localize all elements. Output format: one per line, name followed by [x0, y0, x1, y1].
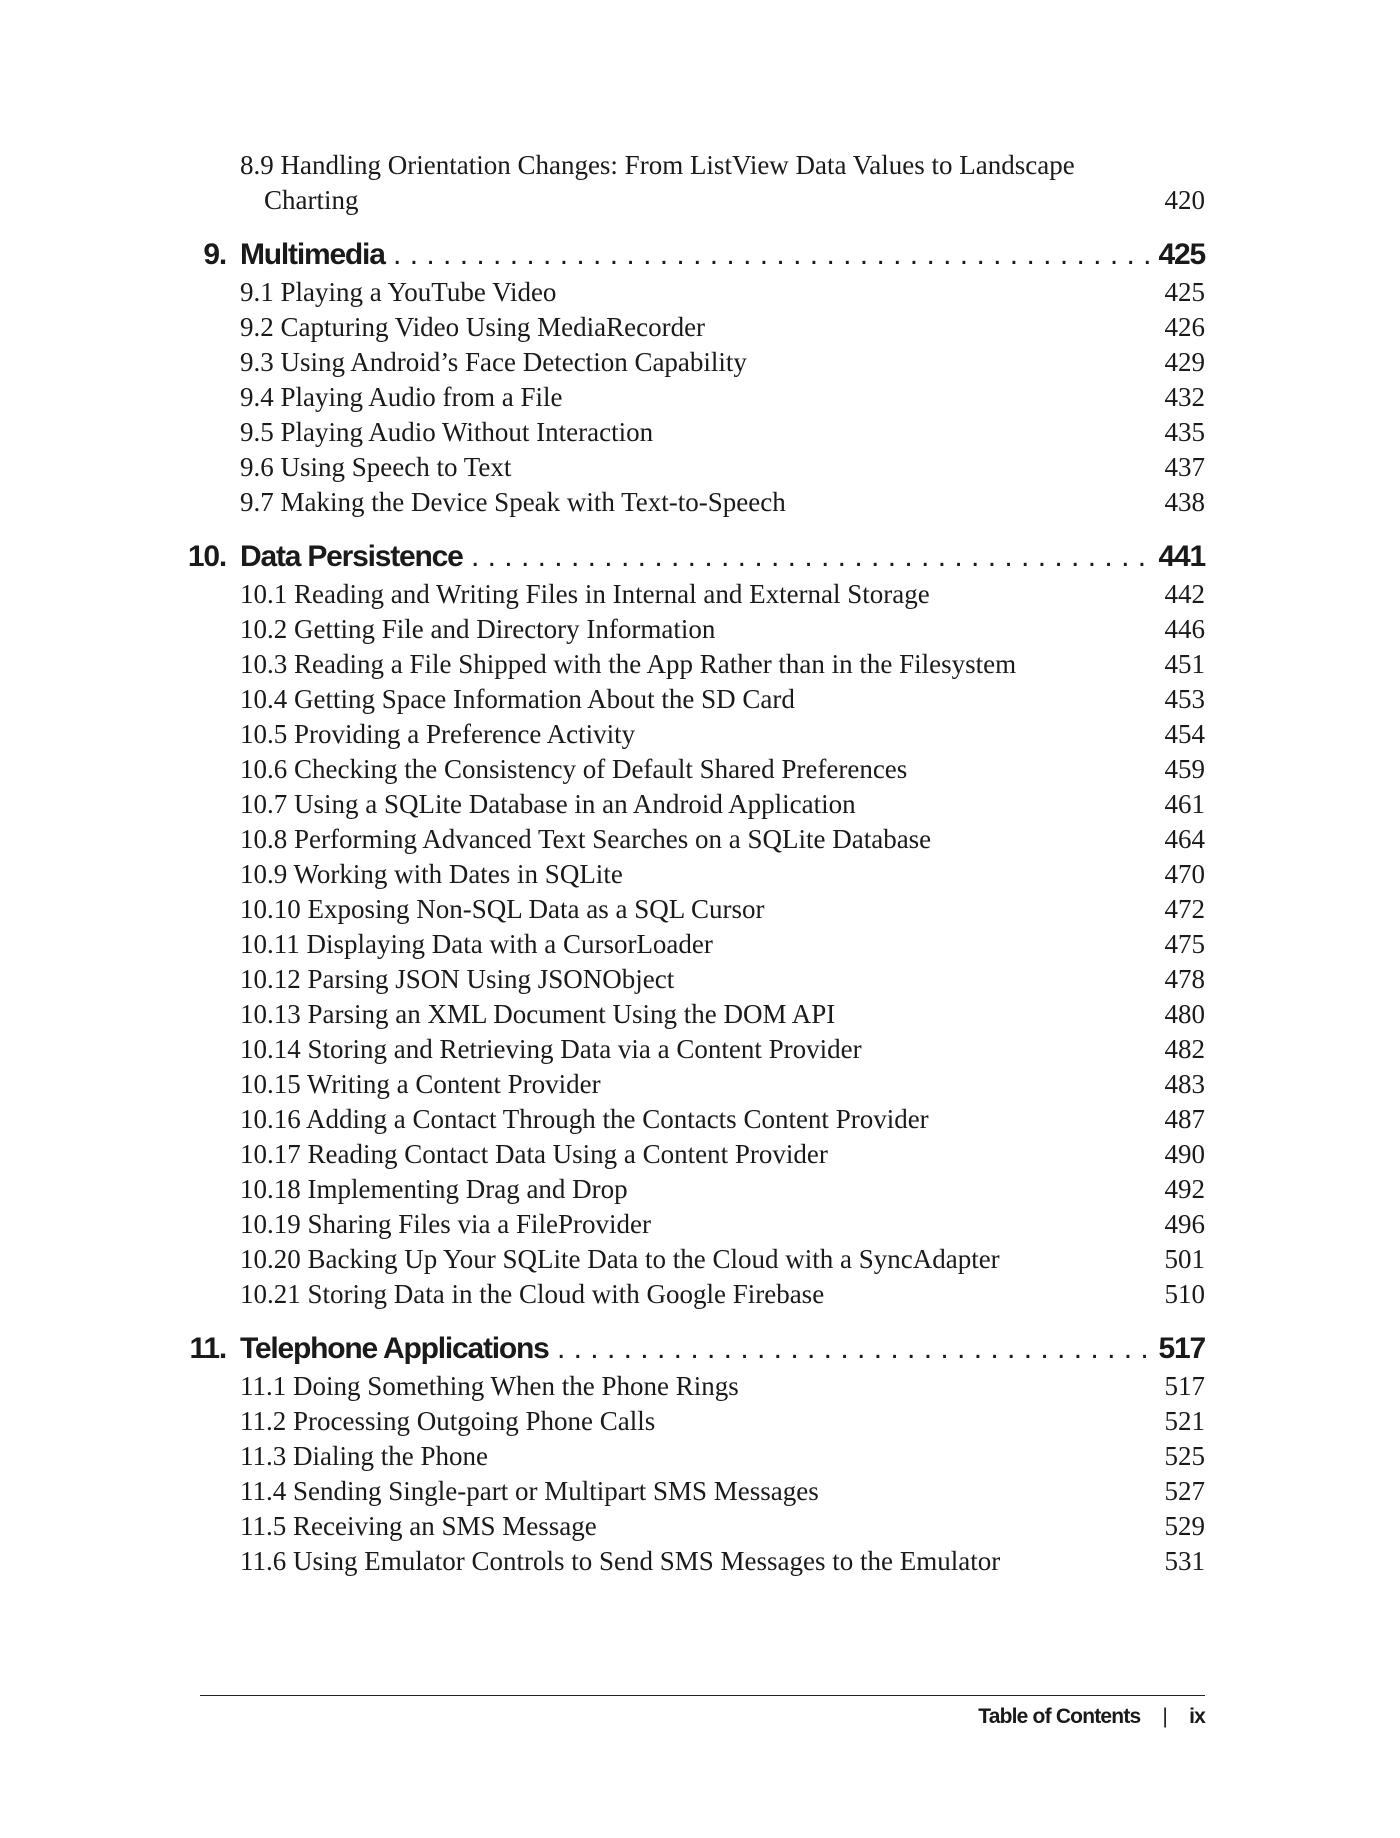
page-footer	[900, 1702, 1205, 1732]
section-page: 459	[1164, 754, 1205, 784]
section-entry	[0, 822, 1400, 857]
section-page: 442	[1164, 579, 1205, 609]
section-page: 461	[1164, 789, 1205, 819]
section-title: 11.3 Dialing the Phone	[240, 1441, 488, 1471]
chapter-entry	[0, 235, 1400, 275]
section-entry	[0, 450, 1400, 485]
section-title: 10.8 Performing Advanced Text Searches on a SQLite Database	[240, 824, 932, 854]
chapter-number: 9.	[203, 238, 226, 271]
section-title: 10.3 Reading a File Shipped with the App Rather than in the Filesystem	[240, 649, 1017, 679]
section-entry	[0, 1032, 1400, 1067]
section-page: 446	[1164, 614, 1205, 644]
section-page: 426	[1164, 312, 1205, 342]
section-entry	[0, 1439, 1400, 1474]
section-title: 10.5 Providing a Preference Activity	[240, 719, 636, 749]
section-page: 496	[1164, 1209, 1205, 1239]
section-page: 438	[1164, 487, 1205, 517]
section-page: 435	[1164, 417, 1205, 447]
chapter-title: Data Persistence . . .	[240, 537, 1150, 577]
section-page: 521	[1164, 1406, 1205, 1436]
section-title: 8.9 Handling Orientation Changes: From ListView Data Values to Landscape	[240, 150, 1075, 180]
section-title: 9.5 Playing Audio Without Interaction	[240, 417, 654, 447]
section-title: 10.9 Working with Dates in SQLite	[240, 859, 623, 889]
section-page: 492	[1164, 1174, 1205, 1204]
section-title: 10.15 Writing a Content Provider	[240, 1069, 601, 1099]
section-entry	[0, 1137, 1400, 1172]
section-title: 10.10 Exposing Non-SQL Data as a SQL Cursor	[240, 894, 765, 924]
section-entry	[0, 857, 1400, 892]
section-entry	[0, 345, 1400, 380]
section-title: 10.18 Implementing Drag and Drop	[240, 1174, 628, 1204]
section-page: 420	[1164, 185, 1205, 215]
section-entry	[0, 275, 1400, 310]
section-page: 525	[1164, 1441, 1205, 1471]
chapter-entry	[0, 537, 1400, 577]
section-page: 429	[1164, 347, 1205, 377]
footer-section-title: Table of Contents	[978, 1705, 1141, 1728]
section-entry	[0, 997, 1400, 1032]
section-entry	[0, 1369, 1400, 1404]
section-entry	[0, 577, 1400, 612]
footer-page-number: ix	[1189, 1705, 1205, 1728]
section-title: 11.2 Processing Outgoing Phone Calls	[240, 1406, 656, 1436]
section-page: 475	[1164, 929, 1205, 959]
section-entry	[0, 717, 1400, 752]
section-title: 10.11 Displaying Data with a CursorLoader	[240, 929, 713, 959]
section-title: 10.12 Parsing JSON Using JSONObject	[240, 964, 675, 994]
section-title: 11.1 Doing Something When the Phone Rings	[240, 1371, 739, 1401]
section-title: 9.4 Playing Audio from a File	[240, 382, 563, 412]
section-entry	[0, 1277, 1400, 1312]
section-entry	[0, 415, 1400, 450]
section-title: 11.5 Receiving an SMS Message	[240, 1511, 597, 1541]
section-title: 10.21 Storing Data in the Cloud with Google Firebase	[240, 1279, 825, 1309]
section-page: 510	[1164, 1279, 1205, 1309]
section-page: 454	[1164, 719, 1205, 749]
section-title: 10.4 Getting Space Information About the SD Card	[240, 684, 795, 714]
section-entry	[0, 787, 1400, 822]
section-entry	[0, 612, 1400, 647]
section-page: 517	[1164, 1371, 1205, 1401]
chapter-number: 11.	[189, 1332, 226, 1365]
section-title: 9.2 Capturing Video Using MediaRecorder	[240, 312, 706, 342]
section-entry	[0, 1474, 1400, 1509]
section-entry	[0, 752, 1400, 787]
chapter-title: Telephone Applications . . .	[240, 1329, 1150, 1369]
section-title: 10.19 Sharing Files via a FileProvider	[240, 1209, 651, 1239]
section-title: 10.17 Reading Contact Data Using a Content Provider	[240, 1139, 828, 1169]
section-entry-continuation	[0, 183, 1400, 218]
chapter-page: 441	[1158, 540, 1205, 573]
section-page: 529	[1164, 1511, 1205, 1541]
section-page: 531	[1164, 1546, 1205, 1576]
section-title: 10.20 Backing Up Your SQLite Data to the Cloud with a SyncAdapter	[240, 1244, 1000, 1274]
section-title: 9.3 Using Android’s Face Detection Capability	[240, 347, 747, 377]
section-page: 483	[1164, 1069, 1205, 1099]
section-entry	[0, 1544, 1400, 1579]
chapter-page: 425	[1158, 238, 1205, 271]
section-page: 470	[1164, 859, 1205, 889]
section-title: 10.6 Checking the Consistency of Default Shared Preferences	[240, 754, 908, 784]
section-title: 9.6 Using Speech to Text	[240, 452, 512, 482]
footer-rule	[200, 1695, 1205, 1696]
section-page: 451	[1164, 649, 1205, 679]
section-page: 464	[1164, 824, 1205, 854]
section-entry	[0, 682, 1400, 717]
section-entry	[0, 380, 1400, 415]
section-page: 487	[1164, 1104, 1205, 1134]
section-page: 437	[1164, 452, 1205, 482]
section-entry	[0, 927, 1400, 962]
chapter-entry	[0, 1329, 1400, 1369]
section-title: Charting	[264, 185, 359, 215]
section-entry	[0, 1067, 1400, 1102]
section-title: 10.1 Reading and Writing Files in Internal and External Storage	[240, 579, 930, 609]
section-title: 11.4 Sending Single-part or Multipart SMS Messages	[240, 1476, 819, 1506]
footer-separator: |	[1162, 1705, 1168, 1728]
section-entry	[0, 1242, 1400, 1277]
section-title: 10.13 Parsing an XML Document Using the DOM API	[240, 999, 836, 1029]
section-page: 453	[1164, 684, 1205, 714]
section-entry	[0, 1509, 1400, 1544]
section-entry	[0, 1207, 1400, 1242]
section-page: 432	[1164, 382, 1205, 412]
section-page: 472	[1164, 894, 1205, 924]
section-entry	[0, 310, 1400, 345]
section-title: 9.7 Making the Device Speak with Text-to-Speech	[240, 487, 786, 517]
section-title: 10.16 Adding a Contact Through the Contacts Content Provider	[240, 1104, 929, 1134]
section-entry	[0, 1404, 1400, 1439]
section-entry	[0, 647, 1400, 682]
chapter-page: 517	[1158, 1332, 1205, 1365]
section-page: 527	[1164, 1476, 1205, 1506]
section-title: 10.14 Storing and Retrieving Data via a Content Provider	[240, 1034, 862, 1064]
section-page: 482	[1164, 1034, 1205, 1064]
section-entry	[0, 962, 1400, 997]
section-entry	[0, 485, 1400, 520]
section-entry	[0, 148, 1400, 183]
section-page: 490	[1164, 1139, 1205, 1169]
section-page: 478	[1164, 964, 1205, 994]
section-entry	[0, 1172, 1400, 1207]
section-title: 10.2 Getting File and Directory Information	[240, 614, 716, 644]
section-title: 10.7 Using a SQLite Database in an Android Application	[240, 789, 856, 819]
section-page: 425	[1164, 277, 1205, 307]
chapter-title: Multimedia . . .	[240, 235, 1150, 275]
section-title: 11.6 Using Emulator Controls to Send SMS Messages to the Emulator	[240, 1546, 1001, 1576]
section-entry	[0, 892, 1400, 927]
section-title: 9.1 Playing a YouTube Video	[240, 277, 557, 307]
chapter-number: 10.	[187, 540, 226, 573]
section-page: 480	[1164, 999, 1205, 1029]
section-page: 501	[1164, 1244, 1205, 1274]
section-entry	[0, 1102, 1400, 1137]
